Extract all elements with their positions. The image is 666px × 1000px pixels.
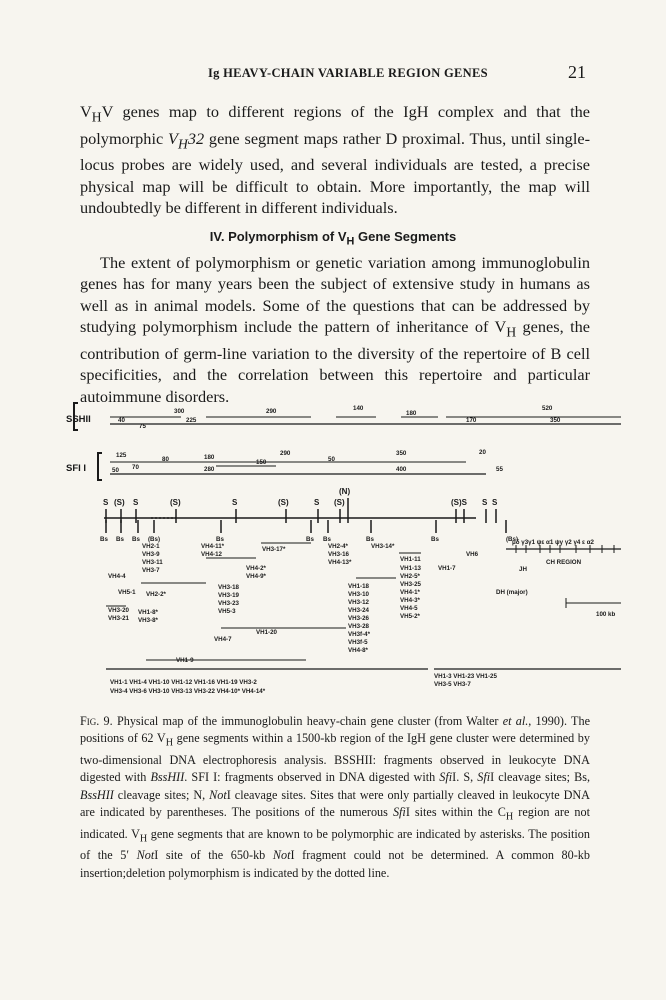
svg-text:VH3-16: VH3-16 [328, 551, 349, 558]
svg-text:VH2-4*: VH2-4* [328, 543, 348, 550]
svg-text:VH1-13: VH1-13 [400, 565, 421, 572]
svg-text:Bs: Bs [116, 536, 124, 543]
svg-text:VH3-19: VH3-19 [218, 592, 239, 599]
svg-text:VH4-4: VH4-4 [108, 573, 126, 580]
dh-label: DH (major) [496, 589, 528, 596]
svg-text:VH3-11: VH3-11 [142, 559, 163, 566]
svg-text:VH3-23: VH3-23 [218, 600, 239, 607]
svg-text:400: 400 [396, 466, 407, 473]
jh-label: JH [519, 566, 527, 573]
scale-label: 100 kb [596, 611, 616, 618]
sfii-label: SFI I [66, 463, 87, 474]
svg-text:20: 20 [479, 449, 486, 456]
svg-text:50: 50 [328, 456, 335, 463]
svg-text:VH3-8*: VH3-8* [138, 617, 158, 624]
svg-text:(S): (S) [278, 498, 289, 507]
svg-text:VH4-11*: VH4-11* [201, 543, 225, 550]
svg-text:VH3-4 VH3-6 VH3-10 VH3-13: VH3-4 VH3-6 VH3-10 VH3-13 VH3-22 VH4-10* VH4-14* [110, 688, 266, 695]
svg-text:VH1-3 VH1-23 VH1-25: VH1-3 VH1-23 VH1-25 [434, 673, 497, 680]
svg-text:Bs: Bs [323, 536, 331, 543]
svg-text:180: 180 [204, 454, 215, 461]
svg-text:VH4-13*: VH4-13* [328, 559, 352, 566]
svg-text:VH1-11: VH1-11 [400, 556, 421, 563]
svg-text:VH4-9*: VH4-9* [246, 573, 266, 580]
svg-text:VH5-1: VH5-1 [118, 589, 136, 596]
svg-text:70: 70 [132, 464, 139, 471]
svg-text:290: 290 [280, 450, 291, 457]
svg-text:VH3-12: VH3-12 [348, 599, 369, 606]
gene-group-b [201, 543, 225, 558]
svg-text:(N): (N) [339, 487, 351, 496]
gene-group-h [400, 556, 422, 620]
svg-text:VH2-2*: VH2-2* [146, 591, 166, 598]
svg-text:(S)S: (S)S [451, 498, 467, 507]
svg-text:290: 290 [266, 408, 277, 415]
paragraph-2: The extent of polymorphism or genetic variation among immunoglobulin genes has for many years been the subject of extensive study in humans as well as in animal models. Some of the questions that can be addressed by studying polymorphism include the pattern of inheritance of $V_H$ genes, the contribution of germ-line variation to the diversity of the repertoire of B cell specificities, and the correlation between this repertoire and particular autoimmune disorders. [80, 253, 590, 406]
svg-text:Bs: Bs [100, 536, 108, 543]
section-heading: IV. Polymorphism of $V_H$ Gene Segments [209, 229, 457, 248]
svg-text:VH3-18: VH3-18 [218, 584, 239, 591]
physical-map-svg [66, 398, 626, 703]
svg-text:VH4-5: VH4-5 [400, 605, 418, 612]
svg-text:225: 225 [186, 417, 197, 424]
gene-group-e: VH3-17* [262, 546, 286, 553]
cleavage-sites-bsshii [100, 536, 518, 543]
svg-text:VH4-8*: VH4-8* [348, 647, 368, 654]
svg-text:Bs: Bs [216, 536, 224, 543]
vh4-7-label: VH4-7 [214, 636, 232, 643]
gene-group-g: VH3-14* [371, 543, 395, 550]
svg-text:50: 50 [112, 467, 119, 474]
svg-text:S: S [482, 498, 488, 507]
unmapped-genes-left [110, 679, 266, 695]
svg-text:S: S [232, 498, 238, 507]
cleavage-sites-sfii [103, 487, 498, 507]
svg-text:VH3-28: VH3-28 [348, 623, 369, 630]
svg-text:VH4-2*: VH4-2* [246, 565, 266, 572]
svg-text:VH2-1: VH2-1 [142, 543, 160, 550]
svg-text:75: 75 [139, 423, 146, 430]
svg-text:140: 140 [353, 405, 364, 412]
svg-text:(S): (S) [114, 498, 125, 507]
gene-group-i [348, 583, 371, 654]
svg-text:Bs: Bs [306, 536, 314, 543]
gene-group-d [218, 584, 240, 615]
vh1-9-label: VH1-9 [176, 657, 194, 664]
svg-text:300: 300 [174, 408, 185, 415]
vh1-20-label: VH1-20 [256, 629, 277, 636]
svg-text:150: 150 [256, 459, 267, 466]
svg-text:VH3-9: VH3-9 [142, 551, 160, 558]
unmapped-genes-right [434, 673, 497, 688]
svg-text:Bs: Bs [366, 536, 374, 543]
gene-group-c [246, 565, 267, 580]
figure-9-physical-map [66, 398, 626, 703]
vh1-7-label: VH1-7 [438, 565, 456, 572]
svg-text:VH4-1*: VH4-1* [400, 589, 420, 596]
running-head: Ig HEAVY-CHAIN VARIABLE REGION GENES [208, 66, 488, 80]
svg-text:VH5-2*: VH5-2* [400, 613, 420, 620]
svg-text:(S): (S) [170, 498, 181, 507]
svg-text:VH3f-4*: VH3f-4* [348, 631, 371, 638]
svg-text:VH2-5*: VH2-5* [400, 573, 420, 580]
svg-text:Bs: Bs [132, 536, 140, 543]
svg-text:40: 40 [118, 417, 125, 424]
svg-text:S: S [314, 498, 320, 507]
svg-text:VH3-21: VH3-21 [108, 615, 129, 622]
svg-text:VH3-10: VH3-10 [348, 591, 369, 598]
page-number: 21 [568, 62, 586, 82]
svg-text:80: 80 [162, 456, 169, 463]
svg-text:(S): (S) [334, 498, 345, 507]
svg-text:S: S [492, 498, 498, 507]
svg-text:170: 170 [466, 417, 477, 424]
svg-text:520: 520 [542, 405, 553, 412]
svg-text:(Bs): (Bs) [506, 536, 519, 543]
gene-group-f [328, 543, 352, 566]
svg-text:Bs: Bs [431, 536, 439, 543]
svg-text:125: 125 [116, 452, 127, 459]
svg-text:VH5-3: VH5-3 [218, 608, 236, 615]
ch-region-label: CH REGION [546, 559, 582, 566]
svg-text:VH1-18: VH1-18 [348, 583, 369, 590]
svg-text:350: 350 [550, 417, 561, 424]
svg-text:VH3-7: VH3-7 [142, 567, 160, 574]
svg-text:S: S [103, 498, 109, 507]
svg-text:VH3-25: VH3-25 [400, 581, 421, 588]
bsshii-label: SSHII [66, 414, 91, 425]
svg-text:280: 280 [204, 466, 215, 473]
svg-text:VH3-5 VH3-7: VH3-5 VH3-7 [434, 681, 471, 688]
svg-text:VH1-1 VH1-4 VH1-10 VH1-12: VH1-1 VH1-4 VH1-10 VH1-12 VH1-16 VH1-19 VH3-2 [110, 679, 257, 686]
paragraph-1: $V_HV$ genes map to different regions of the IgH complex and that the polymorphic $V_H32$ gene segment maps rather D proximal. Thus, until single-locus probes are widely used, and several individuals are tested, a precise physical map will be difficult to obtain. More importantly, the map will undoubtedly be different in different individuals. [80, 102, 590, 218]
vh6-label: VH6 [466, 551, 479, 558]
svg-text:VH4-12: VH4-12 [201, 551, 222, 558]
svg-text:VH3-24: VH3-24 [348, 607, 369, 614]
svg-text:55: 55 [496, 466, 503, 473]
svg-text:(Bs): (Bs) [148, 536, 161, 543]
page-header [80, 62, 586, 88]
svg-text:350: 350 [396, 450, 407, 457]
svg-text:180: 180 [406, 410, 417, 417]
svg-text:VH4-3*: VH4-3* [400, 597, 420, 604]
svg-text:VH1-8*: VH1-8* [138, 609, 158, 616]
ch-genes: μδ γ3γ1 ψε α1 ψγ γ2 γ4 ε α2 [512, 539, 594, 546]
svg-text:S: S [133, 498, 139, 507]
svg-text:VH3f-5: VH3f-5 [348, 639, 368, 646]
figure-caption: Fig. 9. Physical map of the immunoglobulin heavy-chain gene cluster (from Walter et al., 1990). The positions of 62 $V_H$ gene segments within a 1500-kb region of the IgH gene cluster were determined by two-dimensional DNA electrophoresis analysis. BSSHII: fragments observed in leukocyte DNA digested with BssHII. SFI I: fragments observed in DNA digested with SfiI. S, SfiI cleavage sites; Bs, BssHII cleavage sites; N, NotI cleavage sites. Sites that were only partially cleaved in leukocyte DNA are indicated by parentheses. The positions of the numerous SfiI sites within the $C_H$ region are not indicated. $V_H$ gene segments that are known to be polymorphic are indicated by asterisks. The position of the 5′ NotI site of the 650-kb NotI fragment could not be determined. A common 80-kb insertion;deletion polymorphism is indicated by the dotted line. [80, 714, 591, 880]
svg-text:VH3-20: VH3-20 [108, 607, 129, 614]
svg-text:VH3-26: VH3-26 [348, 615, 369, 622]
